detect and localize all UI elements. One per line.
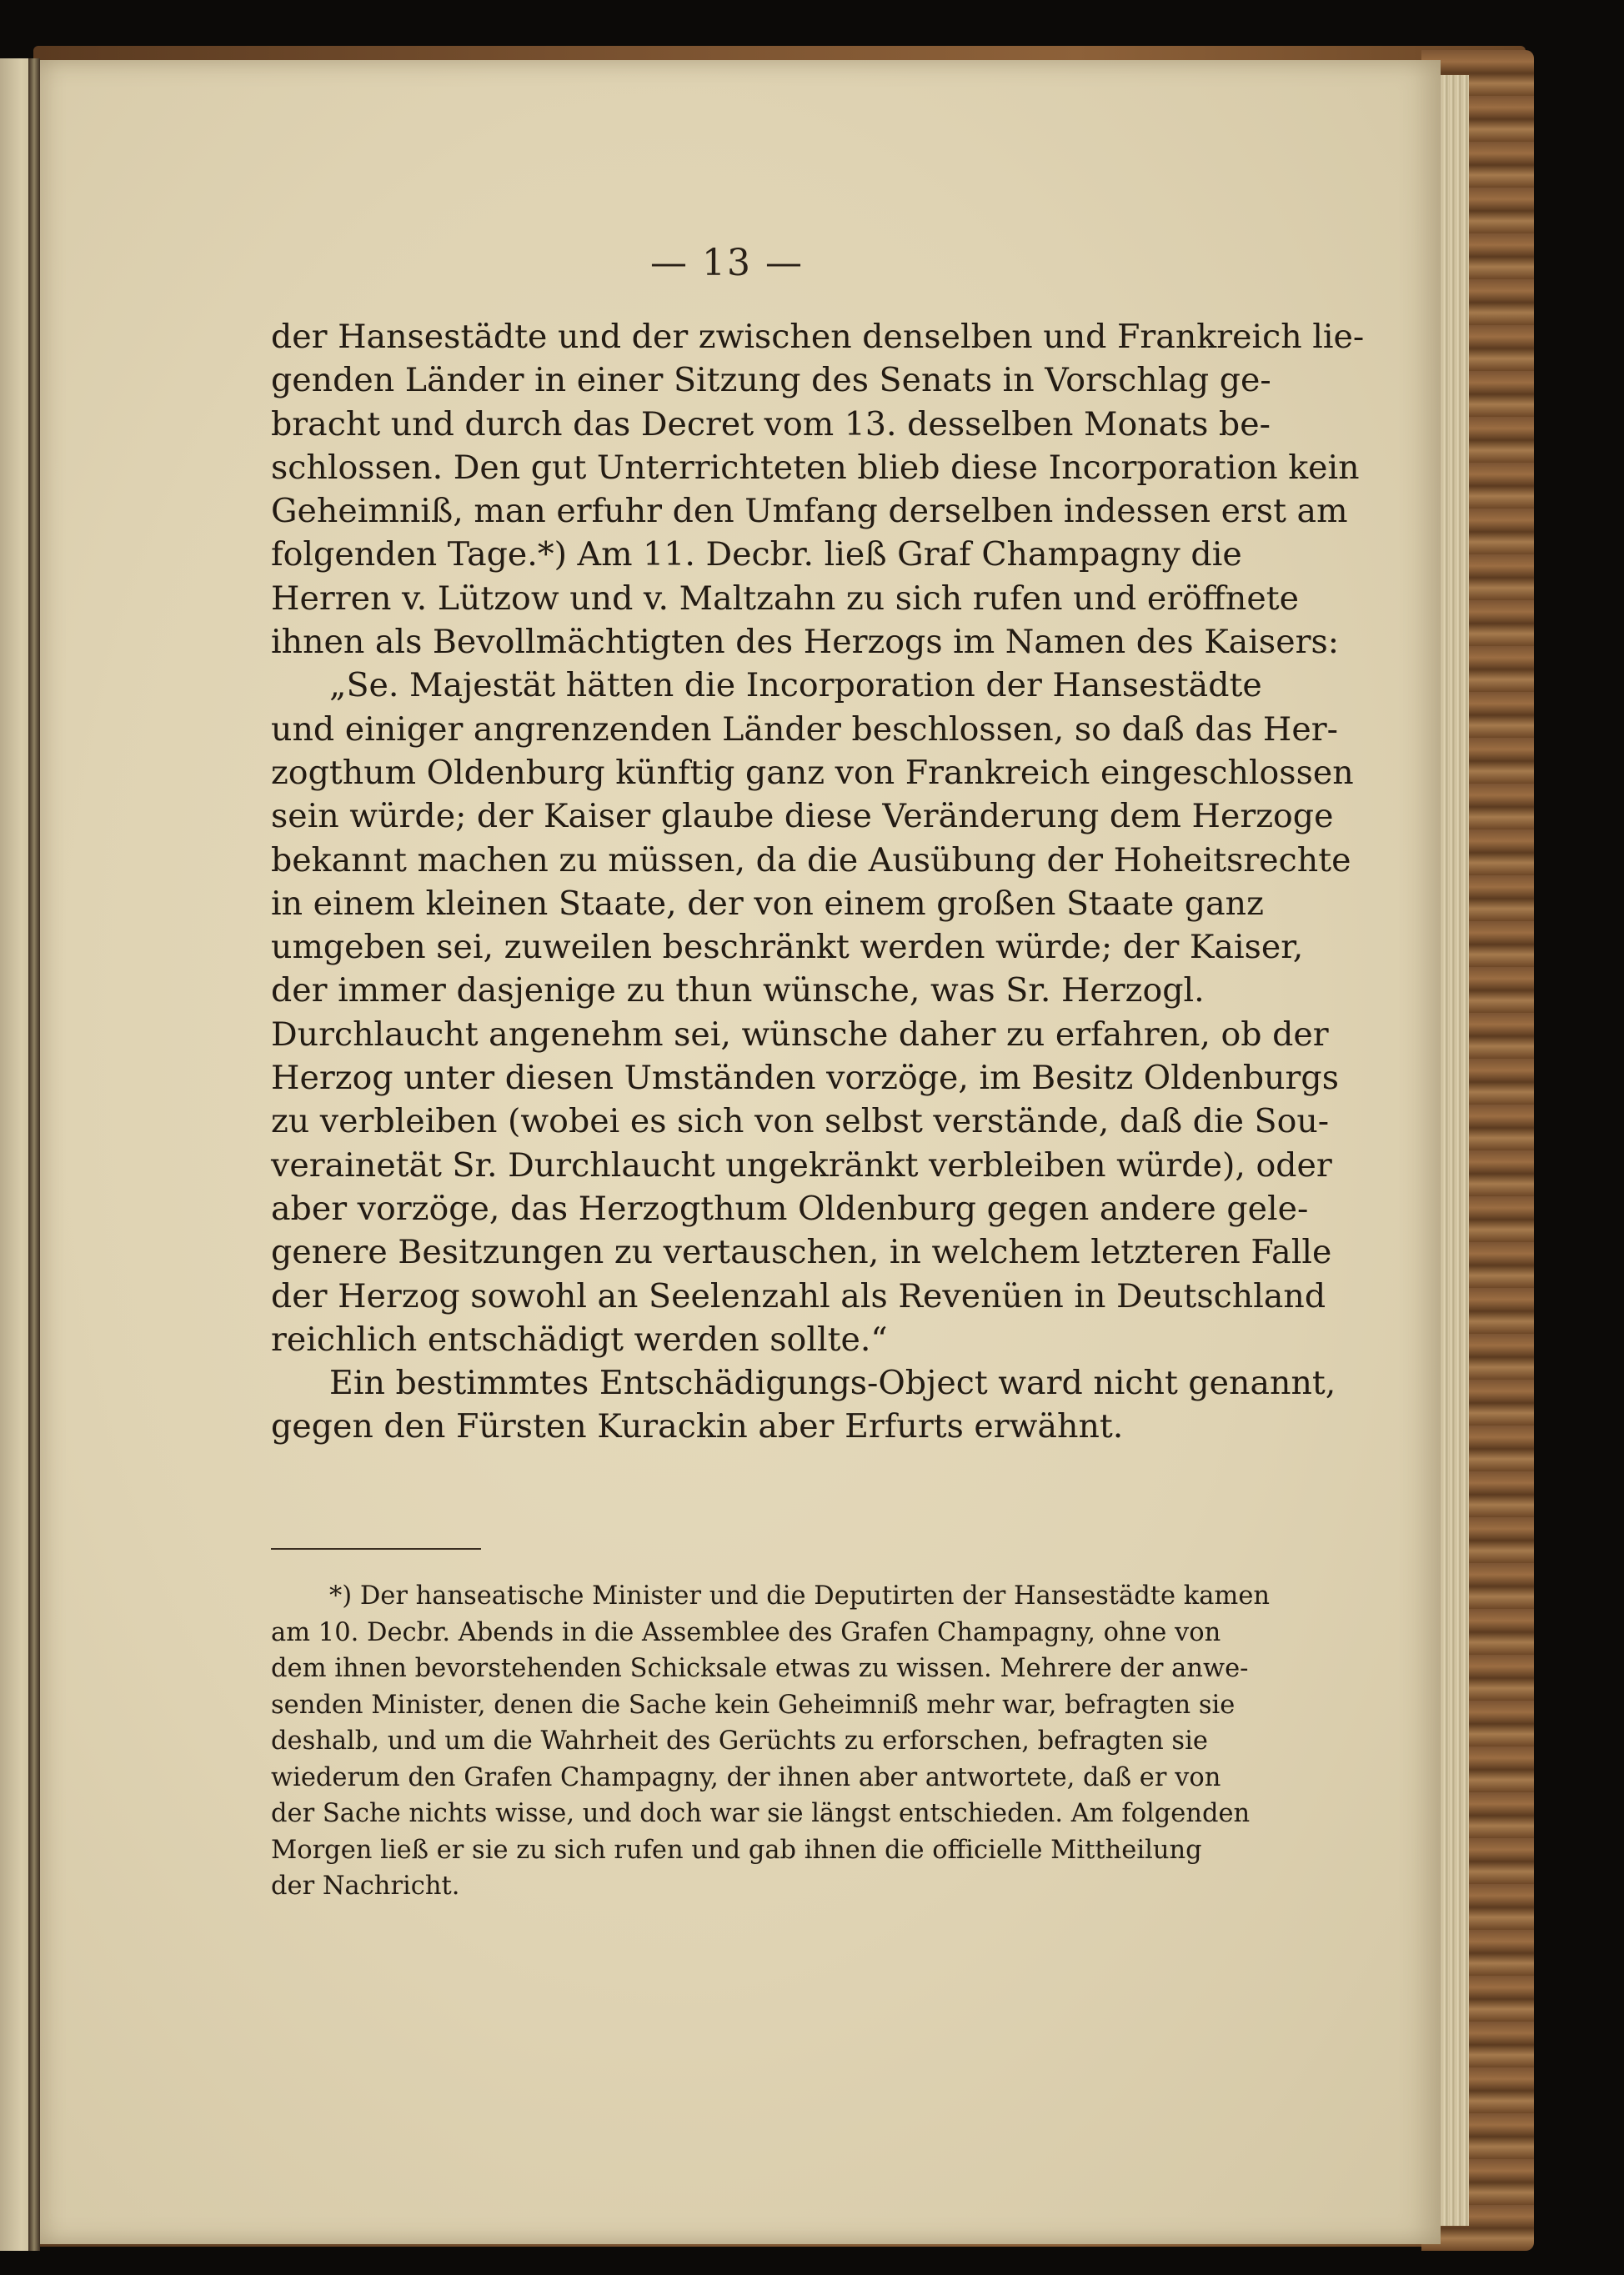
footnote-line: am 10. Decbr. Abends in die Assemblee des Grafen Champagny, ohne von xyxy=(271,1617,1221,1647)
text-line: zu verbleiben (wobei es sich von selbst verstände, daß die Sou- xyxy=(271,1102,1330,1141)
text-line: Ein bestimmtes Entschädigungs-Object ward nicht genannt, xyxy=(329,1364,1336,1403)
text-line: zogthum Oldenburg künftig ganz von Frankreich eingeschlossen xyxy=(271,753,1354,792)
footnote-line: wiederum den Grafen Champagny, der ihnen aber antwortete, daß er von xyxy=(271,1762,1221,1792)
text-line: in einem kleinen Staate, der von einem großen Staate ganz xyxy=(271,884,1264,923)
text-line: bekannt machen zu müssen, da die Ausübung der Hoheitsrechte xyxy=(271,840,1351,879)
text-line: der Herzog sowohl an Seelenzahl als Revenüen in Deutschland xyxy=(271,1276,1326,1315)
text-line: sein würde; der Kaiser glaube diese Veränderung dem Herzoge xyxy=(271,797,1334,836)
footnote-rule xyxy=(271,1548,481,1550)
text-line: Herzog unter diesen Umständen vorzöge, im Besitz Oldenburgs xyxy=(271,1059,1339,1098)
text-line: ihnen als Bevollmächtigten des Herzogs im Namen des Kaisers: xyxy=(271,623,1340,662)
text-line: der Hansestädte und der zwischen denselben und Frankreich lie- xyxy=(271,318,1365,356)
page-edges xyxy=(1436,75,1469,2226)
footnote-line: *) Der hanseatische Minister und die Deputirten der Hansestädte kamen xyxy=(329,1581,1271,1611)
text-line: Geheimniß, man erfuhr den Umfang derselben indessen erst am xyxy=(271,492,1348,531)
footnote-line: der Nachricht. xyxy=(271,1872,460,1901)
text-line: verainetät Sr. Durchlaucht ungekränkt verbleiben würde), oder xyxy=(271,1145,1332,1185)
page-number: — 13 — xyxy=(650,242,804,284)
text-line: bracht und durch das Decret vom 13. desselben Monats be- xyxy=(271,404,1271,443)
text-line: reichlich entschädigt werden sollte.“ xyxy=(271,1320,888,1359)
text-line: umgeben sei, zuweilen beschränkt werden würde; der Kaiser, xyxy=(271,928,1304,967)
footnote-line: senden Minister, denen die Sache kein Geheimniß mehr war, befragten sie xyxy=(271,1690,1236,1720)
text-line: genden Länder in einer Sitzung des Senats in Vorschlag ge- xyxy=(271,361,1271,400)
text-line: schlossen. Den gut Unterrichteten blieb diese Incorporation kein xyxy=(271,448,1360,487)
text-line: folgenden Tage.*) Am 11. Decbr. ließ Graf Champagny die xyxy=(271,535,1242,574)
text-line: „Se. Majestät hätten die Incorporation der Hansestädte xyxy=(329,666,1262,705)
text-line: Herren v. Lützow und v. Maltzahn zu sich rufen und eröffnete xyxy=(271,579,1299,618)
footnote-line: Morgen ließ er sie zu sich rufen und gab ihnen die officielle Mittheilung xyxy=(271,1835,1202,1865)
footnote-line: dem ihnen bevorstehenden Schicksale etwas zu wissen. Mehrere der anwe- xyxy=(271,1654,1249,1683)
text-line: Durchlaucht angenehm sei, wünsche daher zu erfahren, ob der xyxy=(271,1015,1329,1054)
text-line: gegen den Fürsten Kurackin aber Erfurts erwähnt. xyxy=(271,1407,1124,1446)
text-line: und einiger angrenzenden Länder beschlossen, so daß das Her- xyxy=(271,709,1338,749)
text-line: genere Besitzungen zu vertauschen, in welchem letzteren Falle xyxy=(271,1233,1332,1272)
text-line: der immer dasjenige zu thun wünsche, was Sr. Herzogl. xyxy=(271,971,1205,1010)
book-gutter xyxy=(28,58,40,2251)
text-line: aber vorzöge, das Herzogthum Oldenburg gegen andere gele- xyxy=(271,1189,1309,1228)
footnote xyxy=(271,1578,1271,1905)
body-text xyxy=(271,315,1365,1449)
footnote-line: deshalb, und um die Wahrheit des Gerüchts zu erforschen, befragten sie xyxy=(271,1726,1208,1756)
footnote-line: der Sache nichts wisse, und doch war sie längst entschieden. Am folgenden xyxy=(271,1799,1251,1828)
